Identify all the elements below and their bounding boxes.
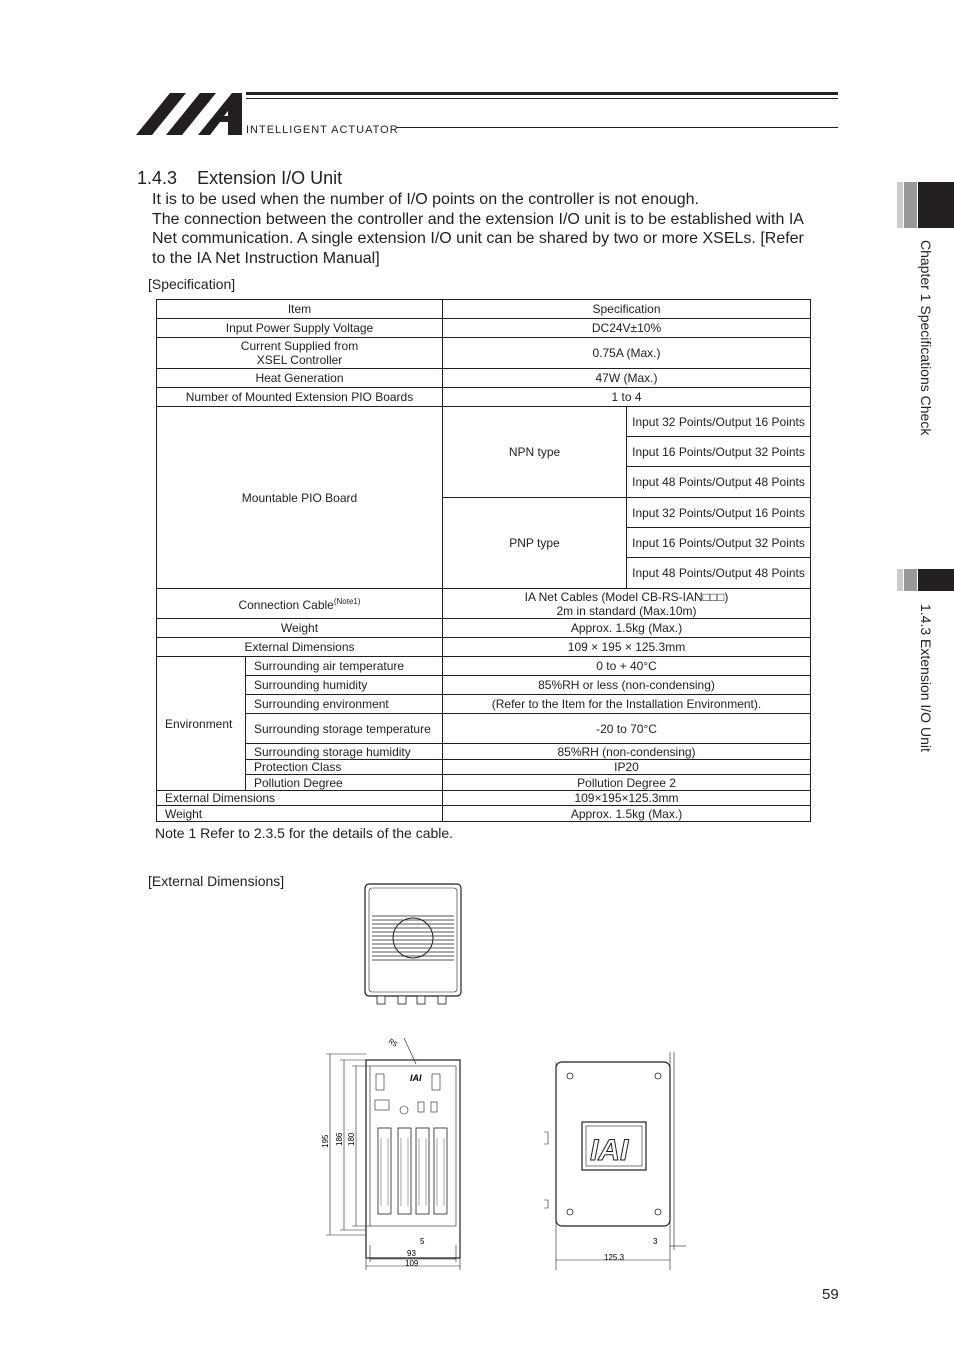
cell-line: IA Net Cables (Model CB-RS-IAN□□□) <box>524 589 729 604</box>
chapter-tab-stripe <box>897 182 903 228</box>
side-view-drawing <box>538 1050 688 1272</box>
table-cell: Input 48 Points/Output 48 Points <box>627 558 811 589</box>
table-cell: Surrounding storage temperature <box>246 714 443 744</box>
dim-3: 3 <box>653 1237 658 1246</box>
section-number: 1.4.3 <box>137 168 178 188</box>
section-tab <box>918 569 954 591</box>
table-cell: Number of Mounted Extension PIO Boards <box>157 388 443 407</box>
chapter-tab-stripe <box>904 182 917 228</box>
page-number: 59 <box>822 1286 839 1303</box>
table-cell: 85%RH (non-condensing) <box>443 744 811 760</box>
table-cell: Input Power Supply Voltage <box>157 319 443 338</box>
intro-line: Net communication. A single extension I/O unit can be shared by two or more XSELs. [Refer <box>152 230 804 247</box>
dim-180: 180 <box>347 1132 356 1146</box>
header-rule-bottom <box>396 127 838 128</box>
dim-125-3: 125.3 <box>604 1253 625 1262</box>
cell-line: XSEL Controller <box>256 353 343 367</box>
table-cell: Pollution Degree 2 <box>443 775 811 791</box>
table-cell: (Refer to the Item for the Installation Environment). <box>443 695 811 714</box>
table-cell <box>157 589 443 619</box>
side-logo: IAI <box>590 1134 629 1167</box>
table-cell: External Dimensions <box>157 791 443 806</box>
cell-line: Current Supplied from <box>240 339 359 353</box>
section-tab-stripe <box>904 569 917 591</box>
section-heading <box>137 168 342 189</box>
table-cell: 109 × 195 × 125.3mm <box>443 638 811 657</box>
table-cell: Input 32 Points/Output 16 Points <box>627 498 811 528</box>
table-header-item: Item <box>157 300 443 319</box>
table-cell: DC24V±10% <box>443 319 811 338</box>
table-cell: 109×195×125.3mm <box>443 791 811 806</box>
table-cell: Surrounding air temperature <box>246 657 443 676</box>
table-cell: Pollution Degree <box>246 775 443 791</box>
table-cell: External Dimensions <box>157 638 443 657</box>
table-cell: Mountable PIO Board <box>157 407 443 589</box>
table-cell: Heat Generation <box>157 369 443 388</box>
brand-text: INTELLIGENT ACTUATOR <box>246 124 399 136</box>
table-cell: Surrounding storage humidity <box>246 744 443 760</box>
table-cell: Input 32 Points/Output 16 Points <box>627 407 811 437</box>
intro-paragraph <box>152 190 842 268</box>
dim-186: 186 <box>335 1132 344 1146</box>
table-cell: Approx. 1.5kg (Max.) <box>443 806 811 822</box>
intro-line: It is to be used when the number of I/O points on the controller is not enough. <box>152 191 699 208</box>
table-cell: Input 16 Points/Output 32 Points <box>627 528 811 558</box>
intro-line: The connection between the controller and the extension I/O unit is to be established with IA <box>152 210 804 228</box>
table-cell: Protection Class <box>246 760 443 775</box>
table-cell: Weight <box>157 619 443 638</box>
table-header-spec: Specification <box>443 300 811 319</box>
table-cell: PNP type <box>443 498 627 589</box>
note-ref: (Note1) <box>333 597 361 606</box>
section-tab-stripe <box>897 569 903 591</box>
section-title: Extension I/O Unit <box>197 168 343 188</box>
table-cell: Input 16 Points/Output 32 Points <box>627 437 811 467</box>
table-cell: Surrounding humidity <box>246 676 443 695</box>
chapter-side-label: Chapter 1 Specifications Check <box>918 240 934 436</box>
table-cell: Weight <box>157 806 443 822</box>
dim-5: 5 <box>420 1237 425 1246</box>
dim-r5: R5 <box>386 1037 399 1049</box>
dim-195: 195 <box>321 1134 330 1148</box>
top-view-drawing <box>362 882 464 1008</box>
table-cell <box>157 338 443 369</box>
table-cell: 0 to + 40°C <box>443 657 811 676</box>
table-cell: Environment <box>157 657 246 791</box>
table-cell: IP20 <box>443 760 811 775</box>
external-dimensions-label: [External Dimensions] <box>148 873 285 889</box>
header-rule-thick <box>246 92 838 95</box>
table-cell: 0.75A (Max.) <box>443 338 811 369</box>
table-cell: -20 to 70°C <box>443 714 811 744</box>
section-side-label: 1.4.3 Extension I/O Unit <box>918 604 934 752</box>
cell-line: 2m in standard (Max.10m) <box>556 603 697 618</box>
spec-table <box>156 299 811 822</box>
iai-logo <box>136 92 244 135</box>
dim-93: 93 <box>407 1249 416 1258</box>
table-cell: 85%RH or less (non-condensing) <box>443 676 811 695</box>
intro-line: to the IA Net Instruction Manual] <box>152 249 380 267</box>
table-cell: NPN type <box>443 407 627 498</box>
table-note: Note 1 Refer to 2.3.5 for the details of the cable. <box>155 825 454 841</box>
cell-text: Connection Cable <box>238 598 334 612</box>
table-cell: Surrounding environment <box>246 695 443 714</box>
spec-label: [Specification] <box>148 276 236 292</box>
front-view-drawing <box>318 1030 468 1272</box>
table-cell: 47W (Max.) <box>443 369 811 388</box>
table-cell <box>443 589 811 619</box>
dim-109: 109 <box>405 1259 419 1268</box>
table-cell: 1 to 4 <box>443 388 811 407</box>
table-cell: Input 48 Points/Output 48 Points <box>627 467 811 498</box>
chapter-tab <box>918 182 954 228</box>
front-logo: IAI <box>410 1073 422 1083</box>
header-rule-thin <box>246 98 838 99</box>
table-cell: Approx. 1.5kg (Max.) <box>443 619 811 638</box>
